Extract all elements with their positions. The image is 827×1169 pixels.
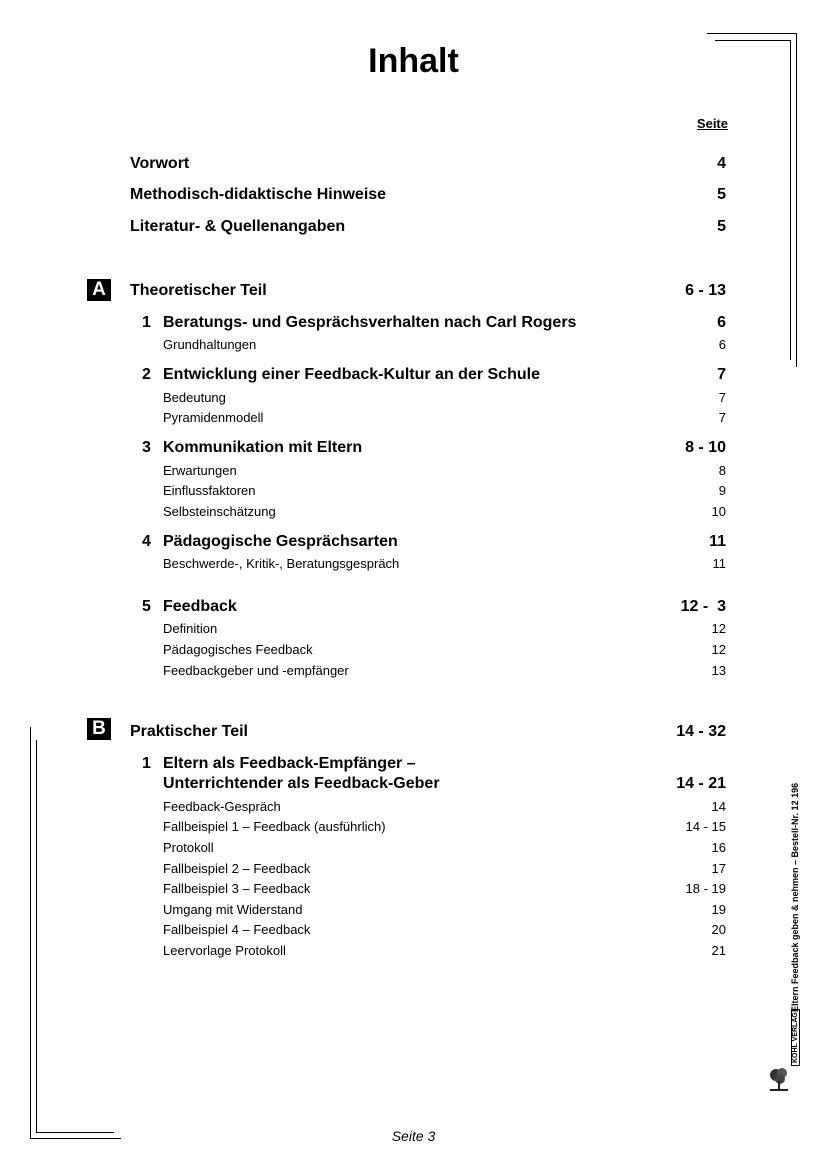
- subentry-page: 21: [711, 943, 726, 958]
- toc-subentry[interactable]: [0, 642, 827, 664]
- subentry-page: 19: [711, 902, 726, 917]
- page-column-header: Seite: [696, 116, 728, 131]
- page-footer: Seite 3: [391, 1128, 436, 1144]
- part-page: 6 - 13: [685, 282, 726, 299]
- section-number: 1: [142, 755, 151, 772]
- toc-subentry[interactable]: [0, 621, 827, 643]
- subentry-label: Fallbeispiel 2 – Feedback: [163, 861, 311, 876]
- section-label: Beratungs- und Gesprächsverhalten nach Carl Rogers: [163, 314, 577, 331]
- section-label: Kommunikation mit Eltern: [163, 439, 363, 456]
- section-number: 1: [142, 314, 151, 331]
- section-label: Eltern als Feedback-Empfänger –: [163, 755, 416, 772]
- subentry-label: Bedeutung: [163, 390, 226, 405]
- toc-subentry[interactable]: [0, 902, 827, 924]
- subentry-label: Definition: [163, 621, 218, 636]
- page-title: Inhalt: [368, 42, 459, 80]
- subentry-label: Grundhaltungen: [163, 337, 257, 352]
- toc-subentry[interactable]: [0, 861, 827, 883]
- subentry-label: Fallbeispiel 1 – Feedback (ausführlich): [163, 819, 386, 834]
- toc-subentry[interactable]: [0, 881, 827, 903]
- subentry-label: Erwartungen: [163, 463, 237, 478]
- section-label: Unterrichtender als Feedback-Geber: [163, 775, 440, 792]
- section-number: 2: [142, 366, 151, 383]
- subentry-label: Pädagogisches Feedback: [163, 642, 313, 657]
- part-page: 14 - 32: [676, 723, 726, 740]
- subentry-label: Umgang mit Widerstand: [163, 902, 303, 917]
- toc-section-a5[interactable]: [0, 598, 827, 620]
- part-label: Praktischer Teil: [130, 723, 248, 740]
- toc-section-b1-line2[interactable]: [0, 775, 827, 797]
- publisher-logo-text: KOHL VERLAG: [791, 1009, 800, 1066]
- toc-entry-page: 5: [717, 186, 726, 203]
- toc-subentry[interactable]: [0, 556, 827, 578]
- toc-section-a1[interactable]: [0, 314, 827, 336]
- toc-subentry[interactable]: [0, 504, 827, 526]
- subentry-page: 12: [711, 621, 726, 636]
- toc-section-a4[interactable]: [0, 533, 827, 555]
- section-page: 8 - 10: [685, 439, 726, 456]
- subentry-page: 11: [712, 556, 726, 571]
- section-label: Feedback: [163, 598, 237, 615]
- section-label: Entwicklung einer Feedback-Kultur an der Schule: [163, 366, 540, 383]
- subentry-page: 10: [711, 504, 726, 519]
- subentry-label: Fallbeispiel 4 – Feedback: [163, 922, 311, 937]
- subentry-label: Protokoll: [163, 840, 214, 855]
- toc-entry-page: 4: [717, 155, 726, 172]
- toc-part-a[interactable]: [0, 282, 827, 304]
- subentry-page: 9: [718, 483, 726, 498]
- subentry-page: 14 - 15: [685, 819, 726, 834]
- toc-entry-label: Methodisch-didaktische Hinweise: [130, 186, 387, 203]
- toc-section-b1-line1[interactable]: [0, 755, 827, 777]
- toc-section-a3[interactable]: [0, 439, 827, 461]
- toc-subentry[interactable]: [0, 483, 827, 505]
- section-page: 12 - 3: [680, 598, 726, 615]
- subentry-page: 7: [718, 390, 726, 405]
- subentry-page: 18 - 19: [685, 881, 726, 896]
- frame-top-right-h1: [707, 33, 797, 34]
- subentry-page: 6: [718, 337, 726, 352]
- toc-subentry[interactable]: [0, 943, 827, 965]
- section-number: 3: [142, 439, 151, 456]
- toc-subentry[interactable]: [0, 337, 827, 359]
- toc-entry-literatur[interactable]: [0, 218, 827, 240]
- toc-entry-label: Literatur- & Quellenangaben: [130, 218, 346, 235]
- subentry-page: 12: [711, 642, 726, 657]
- tree-logo-icon: [768, 1066, 790, 1092]
- toc-subentry[interactable]: [0, 390, 827, 412]
- toc-subentry[interactable]: [0, 463, 827, 485]
- part-a-badge: A: [87, 279, 111, 301]
- subentry-label: Leervorlage Protokoll: [163, 943, 286, 958]
- subentry-page: 14: [711, 799, 726, 814]
- toc-entry-page: 5: [717, 218, 726, 235]
- subentry-page: 7: [718, 410, 726, 425]
- section-page: 6: [717, 314, 726, 331]
- subentry-label: Pyramidenmodell: [163, 410, 264, 425]
- section-label: Pädagogische Gesprächsarten: [163, 533, 398, 550]
- toc-section-a2[interactable]: [0, 366, 827, 388]
- subentry-label: Feedback-Gespräch: [163, 799, 281, 814]
- subentry-label: Einflussfaktoren: [163, 483, 256, 498]
- subentry-page: 17: [711, 861, 726, 876]
- toc-part-b[interactable]: [0, 723, 827, 745]
- section-page: 11: [709, 533, 726, 550]
- frame-top-right-h2: [715, 40, 791, 41]
- toc-subentry[interactable]: [0, 922, 827, 944]
- subentry-page: 8: [718, 463, 726, 478]
- part-b-badge: B: [87, 718, 111, 740]
- subentry-label: Feedbackgeber und -empfänger: [163, 663, 349, 678]
- section-number: 5: [142, 598, 151, 615]
- toc-entry-vorwort[interactable]: [0, 155, 827, 177]
- subentry-label: Selbsteinschätzung: [163, 504, 276, 519]
- subentry-label: Fallbeispiel 3 – Feedback: [163, 881, 311, 896]
- toc-subentry[interactable]: [0, 799, 827, 821]
- toc-subentry[interactable]: [0, 840, 827, 862]
- toc-subentry[interactable]: [0, 663, 827, 685]
- subentry-page: 13: [711, 663, 726, 678]
- subentry-page: 16: [711, 840, 726, 855]
- subentry-page: 20: [711, 922, 726, 937]
- section-page: 7: [717, 366, 726, 383]
- part-label: Theoretischer Teil: [130, 282, 267, 299]
- section-number: 4: [142, 533, 151, 550]
- section-page: 14 - 21: [676, 775, 726, 792]
- toc-subentry[interactable]: [0, 819, 827, 841]
- toc-subentry[interactable]: [0, 410, 827, 432]
- sidebar-order-info: Eltern Feedback geben & nehmen – Bestell-Nr. 12 196: [790, 782, 800, 1012]
- toc-entry-label: Vorwort: [130, 155, 190, 172]
- subentry-label: Beschwerde-, Kritik-, Beratungsgespräch: [163, 556, 400, 571]
- toc-entry-hinweise[interactable]: [0, 186, 827, 208]
